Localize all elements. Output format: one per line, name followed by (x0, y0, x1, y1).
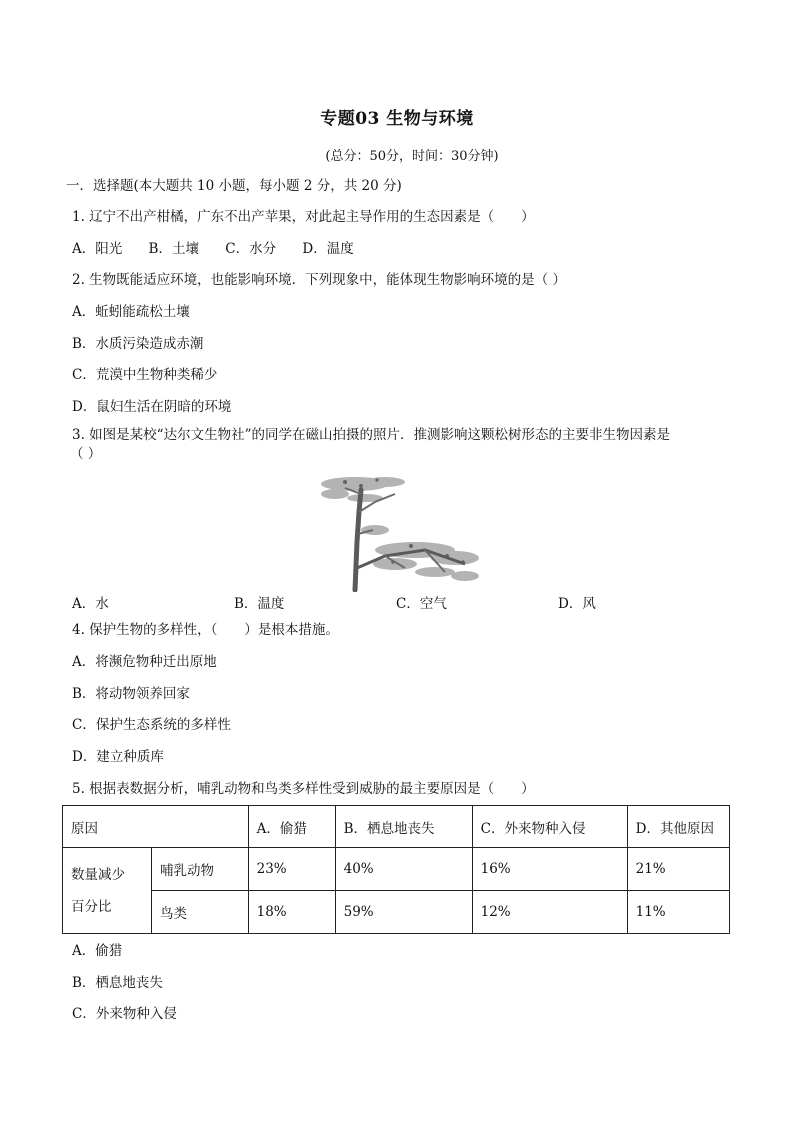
q5-option-c[interactable]: C．外来物种入侵 (72, 1006, 177, 1022)
section-heading: 一．选择题(本大题共 10 小题，每小题 2 分，共 20 分) (66, 178, 402, 194)
q3-option-b[interactable]: B．温度 (234, 596, 285, 612)
table-header-cell: C．外来物种入侵 (472, 806, 627, 848)
q5-option-b[interactable]: B．栖息地丧失 (72, 975, 163, 991)
table-header-cell: 原因 (63, 806, 249, 848)
q1-option-b[interactable]: B．土壤 (148, 241, 199, 257)
q4-option-d[interactable]: D．建立种质库 (72, 749, 164, 765)
page-title: 专题03 生物与环境 (320, 109, 474, 129)
q1-option-d[interactable]: D．温度 (302, 241, 354, 257)
page-subtitle: (总分：50分，时间：30分钟) (325, 149, 499, 164)
q1-option-c[interactable]: C．水分 (225, 241, 277, 257)
group-label-line2: 百分比 (71, 898, 112, 915)
table-cell: 59% (335, 891, 472, 934)
pine-tree-photo (315, 472, 481, 592)
threat-data-table (62, 805, 730, 934)
table-row-name: 鸟类 (152, 891, 249, 934)
table-header-row (63, 806, 730, 848)
table-row (63, 891, 730, 934)
table-row (63, 848, 730, 891)
question-2: 2. 生物既能适应环境，也能影响环境．下列现象中，能体现生物影响环境的是（ ） (72, 272, 566, 288)
q4-option-a[interactable]: A．将濒危物种迁出原地 (72, 654, 217, 670)
table-cell: 40% (335, 848, 472, 891)
table-cell: 16% (472, 848, 627, 891)
table-header-cell: A．偷猎 (248, 806, 335, 848)
table-row-name: 哺乳动物 (152, 848, 249, 891)
table-cell: 11% (627, 891, 729, 934)
table-cell: 12% (472, 891, 627, 934)
table-header-cell: B．栖息地丧失 (335, 806, 472, 848)
q2-option-c[interactable]: C．荒漠中生物种类稀少 (72, 367, 218, 383)
q2-option-b[interactable]: B．水质污染造成赤潮 (72, 336, 204, 352)
group-label-line1: 数量减少 (71, 866, 125, 883)
q4-option-b[interactable]: B．将动物领养回家 (72, 686, 190, 702)
q3-option-a[interactable]: A．水 (72, 596, 109, 612)
q1-option-a[interactable]: A．阳光 (72, 241, 123, 257)
question-4: 4. 保护生物的多样性，（ ）是根本措施。 (72, 622, 339, 638)
question-3-cont: （ ） (70, 446, 102, 462)
table-cell: 23% (248, 848, 335, 891)
q4-option-c[interactable]: C．保护生态系统的多样性 (72, 717, 231, 733)
q3-option-d[interactable]: D．风 (558, 596, 596, 612)
q2-option-d[interactable]: D．鼠妇生活在阴暗的环境 (72, 399, 232, 415)
table-header-cell: D．其他原因 (627, 806, 729, 848)
question-5: 5. 根据表数据分析，哺乳动物和鸟类多样性受到威胁的最主要原因是（ ） (72, 781, 535, 797)
table-cell: 21% (627, 848, 729, 891)
question-1: 1. 辽宁不出产柑橘，广东不出产苹果，对此起主导作用的生态因素是（ ） (72, 209, 535, 225)
q3-option-c[interactable]: C．空气 (396, 596, 447, 612)
question-1-options (72, 240, 354, 258)
table-group-label (63, 848, 152, 934)
table-cell: 18% (248, 891, 335, 934)
q5-option-a[interactable]: A．偷猎 (72, 943, 123, 959)
q2-option-a[interactable]: A．蚯蚓能疏松土壤 (72, 304, 190, 320)
question-3: 3. 如图是某校“达尔文生物社”的同学在磁山拍摄的照片．推测影响这颗松树形态的主要非生物因素是 (72, 427, 670, 443)
